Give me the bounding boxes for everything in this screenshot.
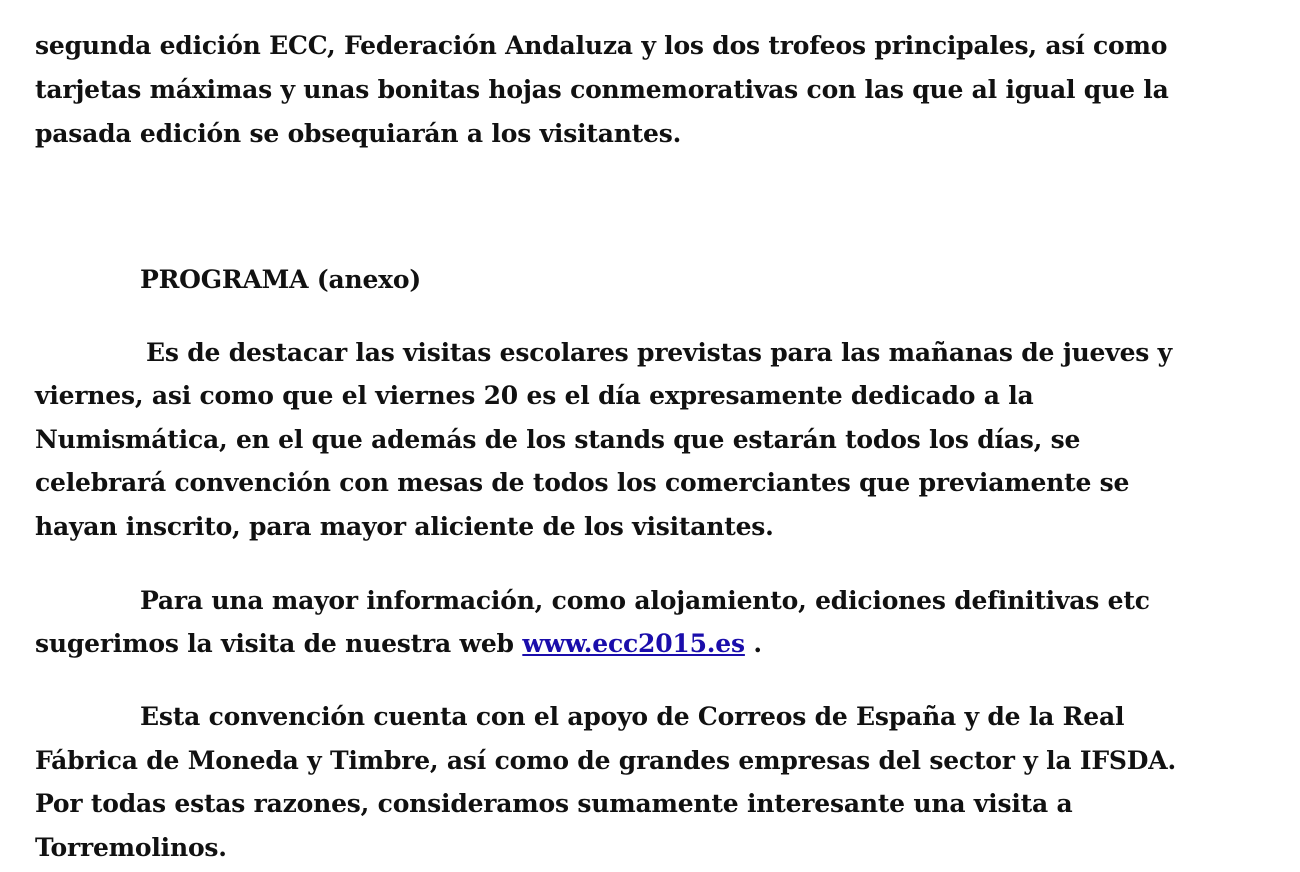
paragraph-4-line-3: Por todas estas razones, consideramos sumamente interesante una visita a xyxy=(35,789,1073,818)
paragraph-1-line-1: segunda edición ECC, Federación Andaluza y los dos trofeos principales, así como xyxy=(35,31,1168,60)
paragraph-3-line-2-prefix: sugerimos la visita de nuestra web xyxy=(35,629,523,658)
paragraph-2-line-3: Numismática, en el que además de los stands que estarán todos los días, se xyxy=(35,425,1081,454)
paragraph-4-line-4: Torremolinos. xyxy=(35,833,227,862)
section-heading-programa: PROGRAMA (anexo) xyxy=(140,265,421,294)
paragraph-3-line-2-suffix: . xyxy=(744,629,762,658)
paragraph-2-line-2: viernes, asi como que el viernes 20 es el día expresamente dedicado a la xyxy=(35,381,1034,410)
paragraph-1-line-3: pasada edición se obsequiarán a los visitantes. xyxy=(35,119,682,148)
paragraph-1-line-2: tarjetas máximas y unas bonitas hojas conmemorativas con las que al igual que la xyxy=(35,75,1169,104)
website-link[interactable]: www.ecc2015.es xyxy=(522,629,745,658)
paragraph-4-line-2: Fábrica de Moneda y Timbre, así como de grandes empresas del sector y la IFSDA. xyxy=(35,746,1176,775)
paragraph-3-line-2 xyxy=(35,629,762,659)
paragraph-2-line-1: Es de destacar las visitas escolares previstas para las mañanas de jueves y xyxy=(146,338,1172,367)
paragraph-2-line-4: celebrará convención con mesas de todos los comerciantes que previamente se xyxy=(35,468,1130,497)
paragraph-3-line-1: Para una mayor información, como alojamiento, ediciones definitivas etc xyxy=(140,586,1150,615)
paragraph-2-line-5: hayan inscrito, para mayor aliciente de los visitantes. xyxy=(35,512,774,541)
paragraph-4-line-1: Esta convención cuenta con el apoyo de Correos de España y de la Real xyxy=(140,702,1125,731)
